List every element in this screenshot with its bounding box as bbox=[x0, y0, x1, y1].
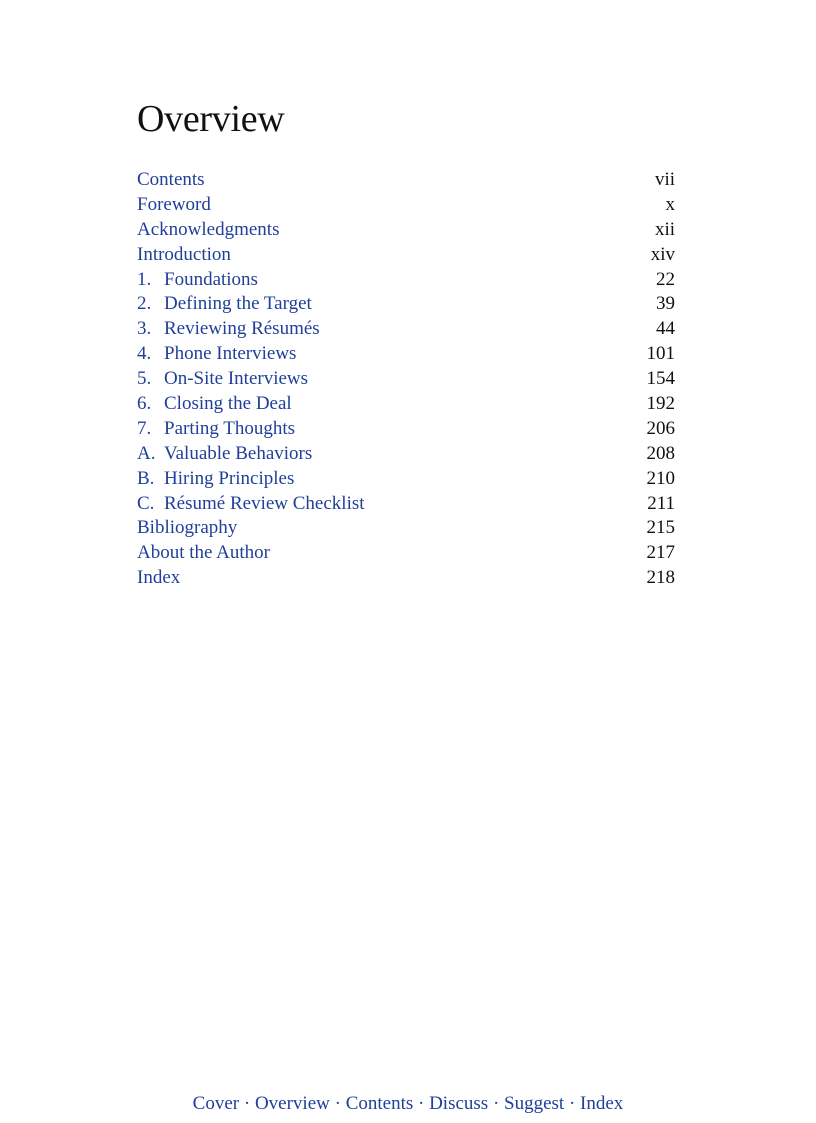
toc-entry-label: Bibliography bbox=[137, 517, 238, 539]
page-title: Overview bbox=[137, 98, 285, 140]
toc-link[interactable] bbox=[137, 292, 312, 317]
toc-page-number: 206 bbox=[646, 417, 675, 439]
toc-entry-label: Valuable Behaviors bbox=[164, 442, 313, 464]
toc-entry-number: A. bbox=[137, 442, 156, 464]
table-of-contents bbox=[137, 168, 675, 591]
toc-entry-label: Acknowledgments bbox=[137, 218, 280, 240]
toc-link[interactable] bbox=[137, 442, 312, 467]
toc-link[interactable] bbox=[137, 317, 320, 342]
toc-link[interactable] bbox=[137, 342, 296, 367]
toc-link[interactable] bbox=[137, 417, 295, 442]
toc-entry-label: About the Author bbox=[137, 542, 270, 564]
toc-link[interactable] bbox=[137, 492, 365, 517]
toc-entry-number: C. bbox=[137, 492, 155, 514]
toc-entry-number: 7. bbox=[137, 417, 152, 439]
toc-entry-label: Contents bbox=[137, 169, 205, 190]
footer-separator: · bbox=[564, 1093, 581, 1114]
toc-entry-foreword bbox=[137, 193, 675, 218]
toc-entry-label: Index bbox=[137, 567, 181, 589]
toc-page-number: 218 bbox=[646, 567, 675, 589]
toc-link[interactable] bbox=[137, 566, 180, 591]
toc-page-number: vii bbox=[654, 169, 675, 190]
footer-separator: · bbox=[239, 1093, 255, 1114]
toc-entry-label: Phone Interviews bbox=[164, 343, 297, 365]
toc-page-number: 39 bbox=[656, 293, 675, 315]
toc-entry-acknowledgments bbox=[137, 218, 675, 243]
toc-link[interactable] bbox=[137, 218, 279, 243]
footer-separator: · bbox=[413, 1093, 430, 1114]
toc-entry-number: 5. bbox=[137, 368, 152, 390]
toc-entry-number: 6. bbox=[137, 393, 152, 415]
toc-entry-contents bbox=[137, 168, 675, 193]
toc-entry-chapter-5 bbox=[137, 367, 675, 392]
toc-entry-chapter-1 bbox=[137, 268, 675, 293]
toc-page-number: x bbox=[665, 193, 675, 215]
toc-link[interactable] bbox=[137, 541, 270, 566]
toc-page-number: 210 bbox=[646, 467, 675, 489]
toc-link[interactable] bbox=[137, 193, 211, 218]
toc-entry-appendix-c bbox=[137, 492, 675, 517]
toc-entry-chapter-7 bbox=[137, 417, 675, 442]
toc-entry-label: Defining the Target bbox=[164, 293, 312, 315]
toc-link[interactable] bbox=[137, 168, 205, 193]
toc-page-number: 154 bbox=[646, 368, 675, 390]
toc-link[interactable] bbox=[137, 367, 308, 392]
toc-page-number: 211 bbox=[647, 492, 675, 514]
toc-page-number: 208 bbox=[646, 442, 675, 464]
toc-entry-label: Introduction bbox=[137, 243, 231, 265]
toc-link[interactable] bbox=[137, 467, 294, 492]
toc-entry-number: 4. bbox=[137, 343, 152, 365]
toc-entry-label: Résumé Review Checklist bbox=[164, 492, 365, 514]
toc-entry-bibliography bbox=[137, 516, 675, 541]
footer-link-index[interactable]: Index bbox=[580, 1093, 624, 1114]
footer-link-discuss[interactable]: Discuss bbox=[429, 1093, 489, 1114]
toc-entry-appendix-b bbox=[137, 467, 675, 492]
toc-entry-about-the-author bbox=[137, 541, 675, 566]
toc-entry-label: Foreword bbox=[137, 193, 211, 215]
toc-entry-label: Closing the Deal bbox=[164, 393, 292, 415]
toc-entry-label: On-Site Interviews bbox=[164, 368, 309, 390]
toc-page-number: xii bbox=[654, 218, 675, 240]
toc-page-number: 44 bbox=[656, 318, 675, 340]
toc-entry-label: Parting Thoughts bbox=[164, 417, 296, 439]
toc-entry-introduction bbox=[137, 243, 675, 268]
toc-link[interactable] bbox=[137, 516, 237, 541]
toc-page-number: 22 bbox=[656, 268, 675, 290]
toc-entry-label: Hiring Principles bbox=[164, 467, 295, 489]
toc-entry-label: Reviewing Résumés bbox=[164, 318, 320, 340]
toc-entry-chapter-4 bbox=[137, 342, 675, 367]
toc-entry-chapter-3 bbox=[137, 317, 675, 342]
toc-link[interactable] bbox=[137, 392, 292, 417]
toc-entry-chapter-2 bbox=[137, 292, 675, 317]
footer-link-cover[interactable]: Cover bbox=[192, 1093, 240, 1114]
toc-page-number: 217 bbox=[646, 542, 675, 564]
toc-link[interactable] bbox=[137, 243, 231, 268]
toc-link[interactable] bbox=[137, 268, 258, 293]
toc-entry-number: 3. bbox=[137, 318, 152, 340]
toc-entry-number: 1. bbox=[137, 268, 152, 290]
toc-page-number: 101 bbox=[646, 343, 675, 365]
footer-link-overview[interactable]: Overview bbox=[254, 1093, 330, 1114]
toc-entry-index bbox=[137, 566, 675, 591]
toc-entry-chapter-6 bbox=[137, 392, 675, 417]
toc-entry-number: 2. bbox=[137, 293, 152, 315]
toc-page-number: 192 bbox=[646, 393, 675, 415]
footer-separator: · bbox=[488, 1093, 505, 1114]
toc-entry-appendix-a bbox=[137, 442, 675, 467]
footer-link-suggest[interactable]: Suggest bbox=[504, 1093, 565, 1114]
footer-navigation bbox=[0, 1092, 816, 1116]
toc-entry-number: B. bbox=[137, 467, 155, 489]
footer-link-contents[interactable]: Contents bbox=[345, 1093, 414, 1114]
footer-separator: · bbox=[329, 1093, 346, 1114]
toc-page-number: xiv bbox=[650, 243, 675, 265]
toc-page-number: 215 bbox=[646, 517, 675, 539]
toc-entry-label: Foundations bbox=[164, 268, 258, 290]
